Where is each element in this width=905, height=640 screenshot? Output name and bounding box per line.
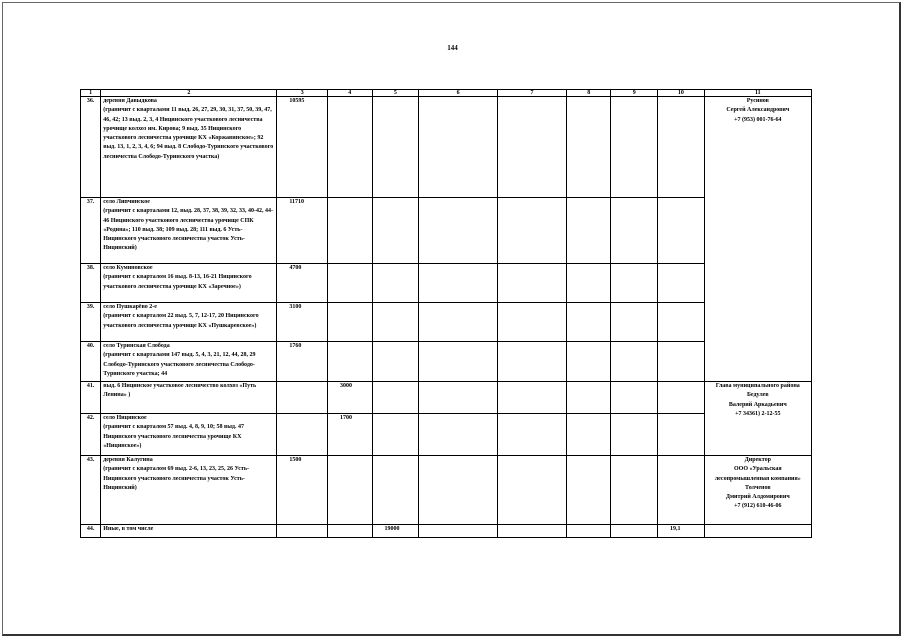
cell-col6 xyxy=(419,414,498,456)
settlement-cell xyxy=(101,456,277,525)
contact-cell xyxy=(704,382,811,456)
contact-line: Бедулев xyxy=(746,392,769,399)
contact-cell xyxy=(704,525,811,538)
table-row xyxy=(81,264,812,303)
contact-line: Сергей Александрович xyxy=(726,107,790,114)
cell-col6 xyxy=(419,456,498,525)
column-header: 6 xyxy=(419,90,498,97)
boundary-description: (граничит с кварталом 22 выд. 5, 7, 12-17, 20 Ницинского участкового лесничества урочище КХ «Пушкаревское») xyxy=(103,313,259,329)
table-row xyxy=(81,525,812,538)
area-col3 xyxy=(277,414,328,456)
cell-col6 xyxy=(419,525,498,538)
area-col4 xyxy=(328,342,373,382)
page-number: 144 xyxy=(447,44,458,52)
area-col4: 3000 xyxy=(328,382,373,414)
contact-line: Толченов xyxy=(744,484,771,491)
cell-col8 xyxy=(566,525,611,538)
value-col10 xyxy=(658,303,705,342)
data-table xyxy=(80,89,812,538)
cell-col6 xyxy=(419,198,498,264)
row-number: 36. xyxy=(81,97,101,198)
contact-cell xyxy=(704,97,811,382)
cell-col6 xyxy=(419,382,498,414)
table-row xyxy=(81,414,812,456)
row-number: 42. xyxy=(81,414,101,456)
area-col5 xyxy=(372,456,419,525)
table-row xyxy=(81,97,812,198)
settlement-name: село Куминовское xyxy=(103,265,153,271)
area-col5 xyxy=(372,303,419,342)
boundary-description: (граничит с кварталом 69 выд. 2-6, 13, 23, 25, 26 Усть-Ницинского участкового лесничества участок Усть-Ницинский) xyxy=(103,466,250,491)
area-col3: 10595 xyxy=(277,97,328,198)
area-col4 xyxy=(328,97,373,198)
cell-col6 xyxy=(419,97,498,198)
cell-col9 xyxy=(611,264,658,303)
settlement-cell xyxy=(101,414,277,456)
value-col10 xyxy=(658,414,705,456)
cell-col8 xyxy=(566,264,611,303)
contact-line: Русинов xyxy=(746,98,769,104)
contact-line: Валерий Аркадьевич xyxy=(728,401,787,408)
cell-col8 xyxy=(566,198,611,264)
contact-line: лесопромышленная компания» xyxy=(714,475,801,482)
value-col10 xyxy=(658,264,705,303)
value-col10 xyxy=(658,198,705,264)
cell-col8 xyxy=(566,303,611,342)
area-col5 xyxy=(372,342,419,382)
contact-line: +7 34361) 2-12-55 xyxy=(735,410,781,417)
column-header: 5 xyxy=(372,90,419,97)
cell-col7 xyxy=(498,198,567,264)
settlement-name: село Туринская Слобода xyxy=(103,343,170,349)
settlement-name: выд. 6 Ницинское участковое лесничество колхоз «Путь Ленина» ) xyxy=(103,383,257,399)
row-number: 40. xyxy=(81,342,101,382)
value-col10 xyxy=(658,97,705,198)
area-col3 xyxy=(277,382,328,414)
cell-col8 xyxy=(566,414,611,456)
area-col5: 19000 xyxy=(372,525,419,538)
cell-col6 xyxy=(419,342,498,382)
row-number: 37. xyxy=(81,198,101,264)
settlement-cell xyxy=(101,264,277,303)
settlement-name: Иные, в том числе xyxy=(103,526,154,532)
area-col3: 11710 xyxy=(277,198,328,264)
table-row xyxy=(81,198,812,264)
settlement-name: село Ницинское xyxy=(103,415,147,421)
column-header: 3 xyxy=(277,90,328,97)
cell-col8 xyxy=(566,342,611,382)
area-col5 xyxy=(372,382,419,414)
cell-col8 xyxy=(566,382,611,414)
column-header: 2 xyxy=(101,90,277,97)
cell-col7 xyxy=(498,303,567,342)
value-col10 xyxy=(658,342,705,382)
cell-col7 xyxy=(498,382,567,414)
settlement-name: деревня Давыдкова xyxy=(103,98,157,104)
area-col4 xyxy=(328,198,373,264)
column-header: 8 xyxy=(566,90,611,97)
cell-col9 xyxy=(611,414,658,456)
column-header: 1 xyxy=(81,90,101,97)
contact-line: +7 (912) 610-46-06 xyxy=(734,503,782,510)
contact-line: ООО «Уральская xyxy=(733,466,782,473)
area-col5 xyxy=(372,198,419,264)
area-col4 xyxy=(328,456,373,525)
boundary-description: (граничит с кварталом 16 выд. 8-13, 16-21 Ницинского участкового лесничества урочище КХ «Заречное») xyxy=(103,274,252,290)
contact-line: Глава муниципального района xyxy=(715,383,800,389)
settlement-name: село Липчинское xyxy=(103,199,150,205)
area-col4: 1700 xyxy=(328,414,373,456)
settlement-cell xyxy=(101,382,277,414)
table-row xyxy=(81,456,812,525)
settlement-name: село Пушкарёво 2-е xyxy=(103,304,157,310)
cell-col7 xyxy=(498,264,567,303)
contact-line: +7 (953) 001-76-64 xyxy=(734,116,782,123)
area-col4 xyxy=(328,525,373,538)
boundary-description: (граничит с кварталами 12, выд. 28, 37, 38, 39, 32, 33, 40-42, 44-46 Ницинского участкового лесничества урочище СПК «Родина»; 110 выд. 38; 109 выд. 28; 111 выд. 6 Усть-Ницинского участкового лесничества участок Усть-Ницинский) xyxy=(103,208,274,252)
area-col5 xyxy=(372,264,419,303)
row-number: 44. xyxy=(81,525,101,538)
area-col5 xyxy=(372,414,419,456)
column-header: 9 xyxy=(611,90,658,97)
area-col3: 4700 xyxy=(277,264,328,303)
settlement-cell xyxy=(101,342,277,382)
column-header: 7 xyxy=(498,90,567,97)
row-number: 43. xyxy=(81,456,101,525)
row-number: 38. xyxy=(81,264,101,303)
cell-col7 xyxy=(498,97,567,198)
cell-col9 xyxy=(611,342,658,382)
cell-col9 xyxy=(611,198,658,264)
settlement-cell xyxy=(101,303,277,342)
column-header: 4 xyxy=(328,90,373,97)
cell-col8 xyxy=(566,97,611,198)
area-col3: 3100 xyxy=(277,303,328,342)
column-header: 11 xyxy=(704,90,811,97)
cell-col9 xyxy=(611,525,658,538)
table-row xyxy=(81,342,812,382)
row-number: 41. xyxy=(81,382,101,414)
value-col10: 19,1 xyxy=(658,525,705,538)
settlement-cell xyxy=(101,525,277,538)
column-header: 10 xyxy=(658,90,705,97)
cell-col7 xyxy=(498,525,567,538)
settlement-cell xyxy=(101,97,277,198)
settlement-cell xyxy=(101,198,277,264)
area-col5 xyxy=(372,97,419,198)
cell-col7 xyxy=(498,342,567,382)
cell-col7 xyxy=(498,414,567,456)
area-col3 xyxy=(277,525,328,538)
cell-col6 xyxy=(419,303,498,342)
cell-col8 xyxy=(566,456,611,525)
cell-col6 xyxy=(419,264,498,303)
row-number: 39. xyxy=(81,303,101,342)
value-col10 xyxy=(658,456,705,525)
settlement-name: деревня Калугина xyxy=(103,457,153,463)
area-col4 xyxy=(328,303,373,342)
cell-col9 xyxy=(611,382,658,414)
table-row xyxy=(81,382,812,414)
area-col3: 1500 xyxy=(277,456,328,525)
table-row xyxy=(81,303,812,342)
boundary-description: (граничит с кварталами 11 выд. 26, 27, 29, 30, 31, 37, 50, 39, 47, 46, 42; 13 выд. 2, 3, 4 Ницинского участкового лесничества урочище колхоз им. Кирова; 9 выд. 35 Ницинского участкового лесничества урочище КХ «Коржавинское»; 92 выд. 13, 1, 2, 3, 4, 6; 94 выд. 8 Слободо-Туринского участкового лесничества Слободо-Туринского участка) xyxy=(103,107,274,160)
boundary-description: (граничит с кварталом 57 выд. 4, 8, 9, 10; 58 выд. 47 Ницинского участкового лесничества урочище КХ «Ницинское») xyxy=(103,424,244,449)
boundary-description: (граничит с кварталами 147 выд. 5, 4, 3, 21, 12, 44, 28, 29 Слободо-Туринского участкового лесничества Слободо-Туринского участка; 44 xyxy=(103,352,256,377)
contact-line: Директор xyxy=(744,457,771,463)
cell-col7 xyxy=(498,456,567,525)
contact-line: Дмитрий Алдомирович xyxy=(725,494,790,501)
area-col3: 1760 xyxy=(277,342,328,382)
cell-col9 xyxy=(611,303,658,342)
cell-col9 xyxy=(611,97,658,198)
cell-col9 xyxy=(611,456,658,525)
value-col10 xyxy=(658,382,705,414)
area-col4 xyxy=(328,264,373,303)
contact-cell xyxy=(704,456,811,525)
